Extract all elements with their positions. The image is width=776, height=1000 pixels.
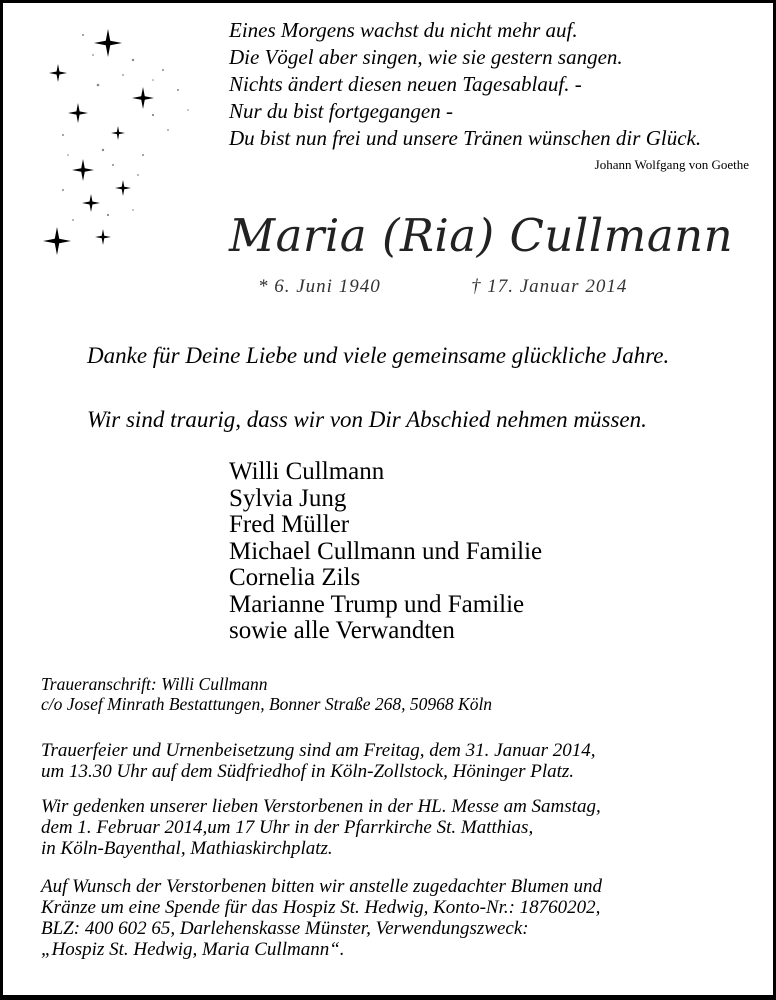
star-icon: [68, 103, 88, 123]
donation-line: „Hospiz St. Hedwig, Maria Cullmann“.: [41, 939, 345, 960]
star-icon: [72, 159, 94, 181]
mourner-name: Cornelia Zils: [229, 564, 361, 591]
mass-line: Wir gedenken unserer lieben Verstorbenen in der HL. Messe am Samstag,: [41, 796, 601, 817]
thanks-text: Danke für Deine Liebe und viele gemeinsame glückliche Jahre.: [87, 343, 670, 368]
star-icon: [94, 29, 122, 57]
mourners-list: [229, 459, 749, 645]
star-icon: [132, 87, 154, 109]
mourner-name: Sylvia Jung: [229, 484, 347, 512]
donation-line: Kränze um eine Spende für das Hospiz St. Hedwig, Konto-Nr.: 18760202,: [41, 897, 601, 918]
poem-line: Eines Morgens wachst du nicht mehr auf.: [229, 18, 578, 42]
address-line: c/o Josef Minrath Bestattungen, Bonner Straße 268, 50968 Köln: [41, 694, 493, 714]
poem: [229, 17, 759, 152]
star-icon: [111, 126, 125, 140]
mourner-name: Michael Cullmann und Familie: [229, 537, 543, 565]
star-dust: [62, 34, 189, 221]
mass-line: in Köln-Bayenthal, Mathiaskirchplatz.: [41, 838, 333, 859]
death-date: † 17. Januar 2014: [471, 276, 628, 297]
star-icon: [95, 229, 111, 245]
ceremony-line: um 13.30 Uhr auf dem Südfriedhof in Köln-Zollstock, Höninger Platz.: [41, 761, 575, 782]
mourner-name: sowie alle Verwandten: [229, 617, 455, 644]
mourner-name: Marianne Trump und Familie: [229, 590, 525, 618]
mass-info: [41, 796, 761, 859]
ceremony-info: [41, 740, 761, 782]
mourner-name: Willi Cullmann: [229, 458, 385, 485]
mourning-address: [41, 674, 761, 714]
poem-line: Nur du bist fortgegangen -: [229, 99, 453, 123]
ceremony-line: Trauerfeier und Urnenbeisetzung sind am Freitag, dem 31. Januar 2014,: [41, 740, 596, 761]
star-icon: [82, 194, 100, 212]
deceased-name: Maria (Ria) Cullmann: [229, 209, 734, 262]
birth-date: * 6. Juni 1940: [258, 276, 381, 297]
farewell-text: Wir sind traurig, dass wir von Dir Abschied nehmen müssen.: [87, 407, 647, 432]
mourner-name: Fred Müller: [229, 511, 350, 538]
star-icon: [115, 180, 131, 196]
donation-info: [41, 876, 761, 960]
life-dates: [258, 276, 738, 302]
poem-author: Johann Wolfgang von Goethe: [594, 157, 749, 172]
mass-line: dem 1. Februar 2014,um 17 Uhr in der Pfarrkirche St. Matthias,: [41, 817, 534, 838]
poem-line: Nichts ändert diesen neuen Tagesablauf. -: [229, 72, 582, 96]
star-icon: [49, 64, 67, 82]
star-icon: [43, 227, 71, 255]
donation-line: Auf Wunsch der Verstorbenen bitten wir anstelle zugedachter Blumen und: [41, 876, 602, 897]
poem-line: Die Vögel aber singen, wie sie gestern sangen.: [229, 45, 623, 69]
donation-line: BLZ: 400 602 65, Darlehenskasse Münster, Verwendungszweck:: [41, 918, 529, 939]
poem-line: Du bist nun frei und unsere Tränen wünschen dir Glück.: [229, 126, 702, 150]
stars-decoration: [23, 15, 213, 275]
address-line: Traueranschrift: Willi Cullmann: [41, 674, 268, 694]
